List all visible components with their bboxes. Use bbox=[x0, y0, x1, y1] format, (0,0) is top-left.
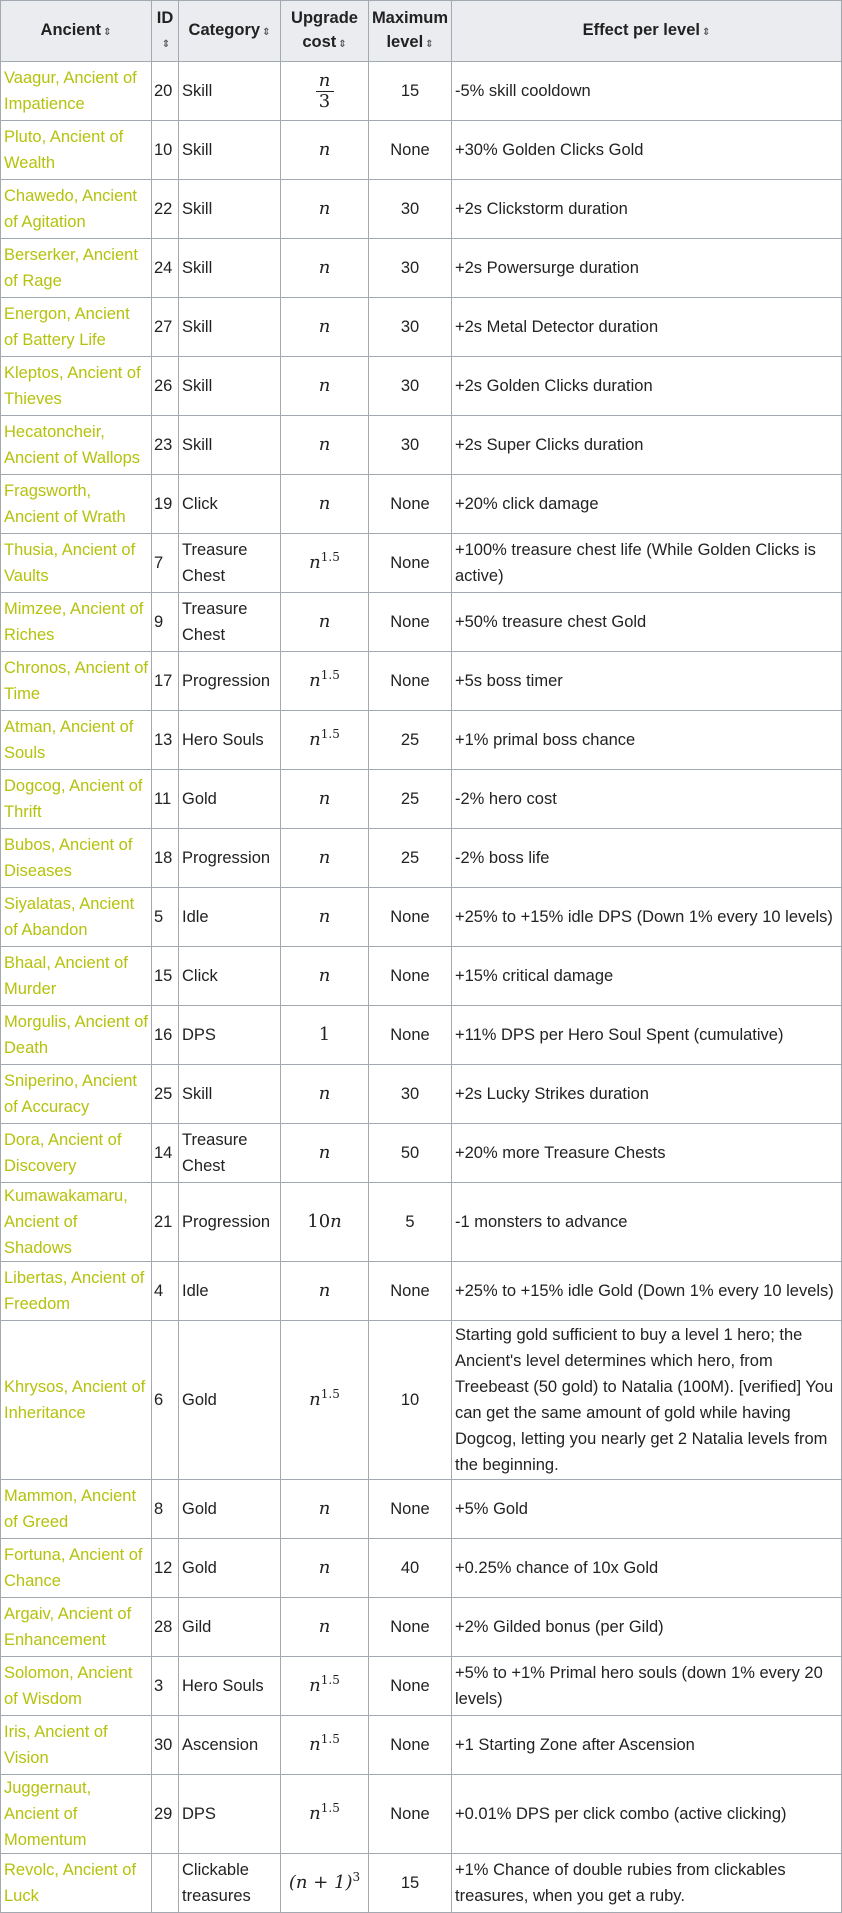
effect-per-level: +2s Golden Clicks duration bbox=[452, 357, 842, 416]
upgrade-cost: 1 bbox=[281, 1006, 369, 1065]
effect-per-level: +30% Golden Clicks Gold bbox=[452, 121, 842, 180]
effect-per-level: Starting gold sufficient to buy a level 1 hero; the Ancient's level determines which hero, from Treebeast (50 gold) to Natalia (100M). [verified] You can get the same amount of gold while having Dogcog, letting you nearly get 2 Natalia levels from the beginning. bbox=[452, 1321, 842, 1480]
header-effect[interactable]: Effect per level ⇕ bbox=[452, 1, 842, 62]
ancient-name-link[interactable]: Sniperino, Ancient of Accuracy bbox=[1, 1065, 152, 1124]
header-max-level[interactable]: Maximum level ⇕ bbox=[369, 1, 452, 62]
max-level: 25 bbox=[369, 770, 452, 829]
ancient-name-link[interactable]: Thusia, Ancient of Vaults bbox=[1, 534, 152, 593]
header-upgrade-cost[interactable]: Upgrade cost ⇕ bbox=[281, 1, 369, 62]
sort-icon[interactable]: ⇕ bbox=[338, 38, 347, 50]
ancient-category: Skill bbox=[179, 357, 281, 416]
upgrade-cost: $n^{1.5}$ bbox=[281, 1716, 369, 1775]
ancient-name-link[interactable]: Energon, Ancient of Battery Life bbox=[1, 298, 152, 357]
ancient-category: Idle bbox=[179, 888, 281, 947]
ancient-id: 4 bbox=[152, 1262, 179, 1321]
ancient-category: Progression bbox=[179, 1183, 281, 1262]
upgrade-cost: n bbox=[281, 770, 369, 829]
max-level: 30 bbox=[369, 180, 452, 239]
max-level: 30 bbox=[369, 416, 452, 475]
table-row bbox=[1, 1124, 842, 1183]
upgrade-cost: n bbox=[281, 947, 369, 1006]
ancient-name-link[interactable]: Dora, Ancient of Discovery bbox=[1, 1124, 152, 1183]
max-level: None bbox=[369, 947, 452, 1006]
table-row bbox=[1, 1657, 842, 1716]
upgrade-cost: n bbox=[281, 416, 369, 475]
upgrade-cost: $n^{1.5}$ bbox=[281, 652, 369, 711]
ancient-id: 14 bbox=[152, 1124, 179, 1183]
ancient-id: 26 bbox=[152, 357, 179, 416]
table-row bbox=[1, 1716, 842, 1775]
ancient-name-link[interactable]: Kleptos, Ancient of Thieves bbox=[1, 357, 152, 416]
ancient-id: 25 bbox=[152, 1065, 179, 1124]
ancient-category: Hero Souls bbox=[179, 1657, 281, 1716]
ancient-category: Skill bbox=[179, 1065, 281, 1124]
ancient-name-link[interactable]: Hecatoncheir, Ancient of Wallops bbox=[1, 416, 152, 475]
ancient-name-link[interactable]: Khrysos, Ancient of Inheritance bbox=[1, 1321, 152, 1480]
effect-per-level: +20% click damage bbox=[452, 475, 842, 534]
ancient-name-link[interactable]: Iris, Ancient of Vision bbox=[1, 1716, 152, 1775]
table-row bbox=[1, 62, 842, 121]
table-row bbox=[1, 947, 842, 1006]
upgrade-cost: 10n bbox=[281, 1183, 369, 1262]
effect-per-level: +25% to +15% idle Gold (Down 1% every 10 levels) bbox=[452, 1262, 842, 1321]
effect-per-level: +2s Metal Detector duration bbox=[452, 298, 842, 357]
table-row bbox=[1, 121, 842, 180]
table-row bbox=[1, 1539, 842, 1598]
upgrade-cost: n bbox=[281, 180, 369, 239]
ancient-category: Skill bbox=[179, 62, 281, 121]
max-level: 25 bbox=[369, 829, 452, 888]
max-level: 30 bbox=[369, 239, 452, 298]
effect-per-level: +15% critical damage bbox=[452, 947, 842, 1006]
max-level: None bbox=[369, 888, 452, 947]
table-row bbox=[1, 1065, 842, 1124]
upgrade-cost: n bbox=[281, 1262, 369, 1321]
effect-per-level: +20% more Treasure Chests bbox=[452, 1124, 842, 1183]
ancient-name-link[interactable]: Kumawakamaru, Ancient of Shadows bbox=[1, 1183, 152, 1262]
ancient-category: Clickable treasures bbox=[179, 1854, 281, 1913]
ancient-id: 11 bbox=[152, 770, 179, 829]
ancient-id: 10 bbox=[152, 121, 179, 180]
ancient-id: 18 bbox=[152, 829, 179, 888]
effect-per-level: +25% to +15% idle DPS (Down 1% every 10 levels) bbox=[452, 888, 842, 947]
effect-per-level: -5% skill cooldown bbox=[452, 62, 842, 121]
effect-per-level: +2% Gilded bonus (per Gild) bbox=[452, 1598, 842, 1657]
ancient-name-link[interactable]: Chronos, Ancient of Time bbox=[1, 652, 152, 711]
sort-icon[interactable]: ⇕ bbox=[702, 26, 711, 38]
ancient-category: Treasure Chest bbox=[179, 534, 281, 593]
upgrade-cost: n bbox=[281, 829, 369, 888]
effect-per-level: +2s Clickstorm duration bbox=[452, 180, 842, 239]
ancient-name-link[interactable]: Mammon, Ancient of Greed bbox=[1, 1480, 152, 1539]
ancient-name-link[interactable]: Argaiv, Ancient of Enhancement bbox=[1, 1598, 152, 1657]
table-row bbox=[1, 1183, 842, 1262]
sort-icon[interactable]: ⇕ bbox=[262, 26, 271, 38]
table-row bbox=[1, 770, 842, 829]
table-row bbox=[1, 1321, 842, 1480]
table-row bbox=[1, 829, 842, 888]
ancient-name-link[interactable]: Dogcog, Ancient of Thrift bbox=[1, 770, 152, 829]
ancient-id: 15 bbox=[152, 947, 179, 1006]
ancient-name-link[interactable]: Fortuna, Ancient of Chance bbox=[1, 1539, 152, 1598]
max-level: None bbox=[369, 1716, 452, 1775]
table-row bbox=[1, 593, 842, 652]
ancient-category: Skill bbox=[179, 121, 281, 180]
table-row bbox=[1, 1006, 842, 1065]
ancient-category: Gold bbox=[179, 1480, 281, 1539]
upgrade-cost: $(n + 1)^3$ bbox=[281, 1854, 369, 1913]
effect-per-level: +0.01% DPS per click combo (active clicking) bbox=[452, 1775, 842, 1854]
ancient-name-link[interactable]: Berserker, Ancient of Rage bbox=[1, 239, 152, 298]
fraction: $\frac{n}{3}$ bbox=[316, 71, 334, 112]
effect-per-level: +50% treasure chest Gold bbox=[452, 593, 842, 652]
ancient-id bbox=[152, 1854, 179, 1913]
ancient-category: Skill bbox=[179, 298, 281, 357]
ancient-category: Treasure Chest bbox=[179, 1124, 281, 1183]
ancient-category: Gold bbox=[179, 1321, 281, 1480]
effect-per-level: +5% Gold bbox=[452, 1480, 842, 1539]
max-level: 30 bbox=[369, 357, 452, 416]
upgrade-cost: n bbox=[281, 298, 369, 357]
max-level: None bbox=[369, 1006, 452, 1065]
ancient-id: 24 bbox=[152, 239, 179, 298]
ancient-category: Click bbox=[179, 947, 281, 1006]
ancient-name-link[interactable]: Siyalatas, Ancient of Abandon bbox=[1, 888, 152, 947]
upgrade-cost: n bbox=[281, 1480, 369, 1539]
table-row bbox=[1, 416, 842, 475]
ancient-id: 29 bbox=[152, 1775, 179, 1854]
upgrade-cost: $n^{1.5}$ bbox=[281, 1321, 369, 1480]
table-row bbox=[1, 1854, 842, 1913]
ancient-name-link[interactable]: Pluto, Ancient of Wealth bbox=[1, 121, 152, 180]
ancient-id: 16 bbox=[152, 1006, 179, 1065]
header-category[interactable]: Category ⇕ bbox=[179, 1, 281, 62]
effect-per-level: +1% primal boss chance bbox=[452, 711, 842, 770]
effect-per-level: +0.25% chance of 10x Gold bbox=[452, 1539, 842, 1598]
ancient-id: 7 bbox=[152, 534, 179, 593]
max-level: None bbox=[369, 1598, 452, 1657]
max-level: 10 bbox=[369, 1321, 452, 1480]
ancient-id: 3 bbox=[152, 1657, 179, 1716]
ancient-name-link[interactable]: Libertas, Ancient of Freedom bbox=[1, 1262, 152, 1321]
table-row bbox=[1, 357, 842, 416]
ancient-id: 17 bbox=[152, 652, 179, 711]
effect-per-level: -2% boss life bbox=[452, 829, 842, 888]
max-level: None bbox=[369, 1775, 452, 1854]
ancient-category: Gold bbox=[179, 770, 281, 829]
ancient-name-link[interactable]: Morgulis, Ancient of Death bbox=[1, 1006, 152, 1065]
effect-per-level: +5% to +1% Primal hero souls (down 1% every 20 levels) bbox=[452, 1657, 842, 1716]
upgrade-cost: n bbox=[281, 1598, 369, 1657]
ancient-id: 8 bbox=[152, 1480, 179, 1539]
effect-per-level: +2s Powersurge duration bbox=[452, 239, 842, 298]
upgrade-cost: n bbox=[281, 475, 369, 534]
ancient-id: 9 bbox=[152, 593, 179, 652]
ancient-name-link[interactable]: Bubos, Ancient of Diseases bbox=[1, 829, 152, 888]
ancient-id: 21 bbox=[152, 1183, 179, 1262]
upgrade-cost: $n^{1.5}$ bbox=[281, 534, 369, 593]
max-level: None bbox=[369, 1262, 452, 1321]
max-level: 30 bbox=[369, 298, 452, 357]
max-level: None bbox=[369, 1480, 452, 1539]
ancient-category: Hero Souls bbox=[179, 711, 281, 770]
upgrade-cost: n bbox=[281, 121, 369, 180]
ancient-id: 27 bbox=[152, 298, 179, 357]
table-row bbox=[1, 534, 842, 593]
ancient-category: DPS bbox=[179, 1775, 281, 1854]
table-row bbox=[1, 298, 842, 357]
upgrade-cost: $n^{1.5}$ bbox=[281, 1775, 369, 1854]
upgrade-cost: $n^{1.5}$ bbox=[281, 1657, 369, 1716]
table-row bbox=[1, 888, 842, 947]
effect-per-level: +2s Super Clicks duration bbox=[452, 416, 842, 475]
upgrade-cost: $n^{1.5}$ bbox=[281, 711, 369, 770]
max-level: 40 bbox=[369, 1539, 452, 1598]
upgrade-cost bbox=[281, 62, 369, 121]
table-row bbox=[1, 652, 842, 711]
max-level: 30 bbox=[369, 1065, 452, 1124]
table-row bbox=[1, 1598, 842, 1657]
effect-per-level: +1 Starting Zone after Ascension bbox=[452, 1716, 842, 1775]
ancient-id: 20 bbox=[152, 62, 179, 121]
ancient-category: Progression bbox=[179, 652, 281, 711]
upgrade-cost: n bbox=[281, 1124, 369, 1183]
ancient-category: Skill bbox=[179, 239, 281, 298]
max-level: 50 bbox=[369, 1124, 452, 1183]
ancient-id: 6 bbox=[152, 1321, 179, 1480]
ancient-name-link[interactable]: Juggernaut, Ancient of Momentum bbox=[1, 1775, 152, 1854]
table-row bbox=[1, 475, 842, 534]
ancient-name-link[interactable]: Fragsworth, Ancient of Wrath bbox=[1, 475, 152, 534]
table-row bbox=[1, 239, 842, 298]
effect-per-level: +1% Chance of double rubies from clickables treasures, when you get a ruby. bbox=[452, 1854, 842, 1913]
ancient-name-link[interactable]: Bhaal, Ancient of Murder bbox=[1, 947, 152, 1006]
table-row bbox=[1, 711, 842, 770]
ancient-category: Ascension bbox=[179, 1716, 281, 1775]
effect-per-level: +11% DPS per Hero Soul Spent (cumulative) bbox=[452, 1006, 842, 1065]
table-header-row bbox=[1, 1, 842, 62]
upgrade-cost: n bbox=[281, 357, 369, 416]
max-level: 15 bbox=[369, 62, 452, 121]
ancient-name-link[interactable]: Solomon, Ancient of Wisdom bbox=[1, 1657, 152, 1716]
upgrade-cost: n bbox=[281, 1065, 369, 1124]
ancient-category: Treasure Chest bbox=[179, 593, 281, 652]
ancient-name-link[interactable]: Revolc, Ancient of Luck bbox=[1, 1854, 152, 1913]
max-level: 15 bbox=[369, 1854, 452, 1913]
effect-per-level: +5s boss timer bbox=[452, 652, 842, 711]
table-row bbox=[1, 1262, 842, 1321]
header-id[interactable]: ID ⇕ bbox=[152, 1, 179, 62]
ancient-name-link[interactable]: Chawedo, Ancient of Agitation bbox=[1, 180, 152, 239]
ancient-id: 23 bbox=[152, 416, 179, 475]
ancient-id: 12 bbox=[152, 1539, 179, 1598]
effect-per-level: -2% hero cost bbox=[452, 770, 842, 829]
ancient-name-link[interactable]: Mimzee, Ancient of Riches bbox=[1, 593, 152, 652]
ancient-category: Skill bbox=[179, 416, 281, 475]
max-level: 25 bbox=[369, 711, 452, 770]
ancient-id: 28 bbox=[152, 1598, 179, 1657]
max-level: None bbox=[369, 121, 452, 180]
header-ancient[interactable]: Ancient ⇕ bbox=[1, 1, 152, 62]
max-level: None bbox=[369, 475, 452, 534]
ancient-name-link[interactable]: Atman, Ancient of Souls bbox=[1, 711, 152, 770]
ancient-category: Gild bbox=[179, 1598, 281, 1657]
effect-per-level: +100% treasure chest life (While Golden Clicks is active) bbox=[452, 534, 842, 593]
max-level: None bbox=[369, 652, 452, 711]
max-level: None bbox=[369, 1657, 452, 1716]
ancient-id: 19 bbox=[152, 475, 179, 534]
table-row bbox=[1, 1775, 842, 1854]
max-level: 5 bbox=[369, 1183, 452, 1262]
sort-icon[interactable]: ⇕ bbox=[103, 26, 112, 38]
effect-per-level: +2s Lucky Strikes duration bbox=[452, 1065, 842, 1124]
ancient-name-link[interactable]: Vaagur, Ancient of Impatience bbox=[1, 62, 152, 121]
sort-icon[interactable]: ⇕ bbox=[425, 38, 434, 50]
ancient-id: 13 bbox=[152, 711, 179, 770]
max-level: None bbox=[369, 593, 452, 652]
effect-per-level: -1 monsters to advance bbox=[452, 1183, 842, 1262]
table-row bbox=[1, 180, 842, 239]
ancient-category: Click bbox=[179, 475, 281, 534]
ancient-id: 5 bbox=[152, 888, 179, 947]
max-level: None bbox=[369, 534, 452, 593]
ancient-category: Progression bbox=[179, 829, 281, 888]
ancient-category: Idle bbox=[179, 1262, 281, 1321]
upgrade-cost: n bbox=[281, 239, 369, 298]
sort-icon[interactable]: ⇕ bbox=[161, 38, 171, 50]
ancient-id: 22 bbox=[152, 180, 179, 239]
upgrade-cost: n bbox=[281, 593, 369, 652]
ancient-category: Skill bbox=[179, 180, 281, 239]
ancient-category: DPS bbox=[179, 1006, 281, 1065]
ancient-category: Gold bbox=[179, 1539, 281, 1598]
upgrade-cost: n bbox=[281, 1539, 369, 1598]
ancient-id: 30 bbox=[152, 1716, 179, 1775]
table-row bbox=[1, 1480, 842, 1539]
upgrade-cost: n bbox=[281, 888, 369, 947]
